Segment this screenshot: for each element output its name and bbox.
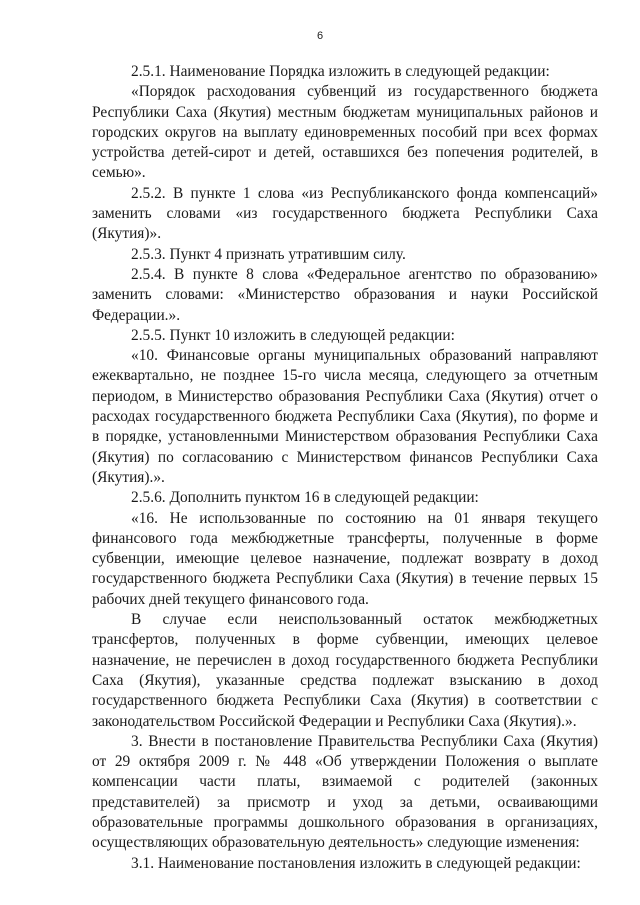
paragraph-point-16: «16. Не использованные по состоянию на 01 января текущего финансового года межбюджетные трансферты, полученные в форме субвенции, имеющие целевое назначение, подлежат возврату в доход государственного бюджета Республики Саха (Якутия) в течение первых 15 рабочих дней текущего финансового года. xyxy=(92,509,598,608)
paragraph-point-10: «10. Финансовые органы муниципальных образований направляют ежеквартально, не позднее 15-го числа месяца, следующего за отчетным периодом, в Министерство образования Республики Саха (Якутия) отчет о расходах государственного бюджета Республики Саха (Якутия), по форме и в порядке, установленными Министерством образования Республики Саха (Якутия) по согласованию с Министерством финансов Республики Саха (Якутия).». xyxy=(92,347,598,486)
paragraph-2-5-4: 2.5.4. В пункте 8 слова «Федеральное агентство по образованию» заменить словами: «Министерство образования и науки Российской Федерации.». xyxy=(92,265,598,324)
paragraph-order-title: «Порядок расходования субвенций из государственного бюджета Республики Саха (Якутия) местным бюджетам муниципальных районов и городских округов на выплату единовременных пособий при всех формах устройства детей-сирот и детей, оставшихся без попечения родителей, в семью». xyxy=(92,83,598,182)
paragraph-3: 3. Внести в постановление Правительства Республики Саха (Якутия) от 29 октября 2009 г. № 448 «Об утверждении Положения о выплате компенсации части платы, взимаемой с родителей (законных представителей) за присмотр и уход за детьми, осваивающими образовательные программы дошкольного образования в организациях, осуществляющих образовательную деятельность» следующие изменения: xyxy=(92,732,598,852)
paragraph-2-5-2: 2.5.2. В пункте 1 слова «из Республиканского фонда компенсаций» заменить словами «из государственного бюджета Республики Саха (Якутия)». xyxy=(92,184,598,243)
paragraph-unused-balance: В случае если неиспользованный остаток межбюджетных трансфертов, полученных в форме субвенции, имеющих целевое назначение, не перечислен в доход государственного бюджета Республики Саха (Якутия), указанные средства подлежат взысканию в доход государственного бюджета Республики Саха (Якутия) в соответствии с законодательством Российской Федерации и Республики Саха (Якутия).». xyxy=(92,611,598,730)
paragraph-2-5-5: 2.5.5. Пункт 10 изложить в следующей редакции: xyxy=(131,326,455,344)
paragraph-2-5-3: 2.5.3. Пункт 4 признать утратившим силу. xyxy=(131,245,406,263)
paragraph-3-1: 3.1. Наименование постановления изложить в следующей редакции: xyxy=(131,854,581,872)
paragraph-2-5-6: 2.5.6. Дополнить пунктом 16 в следующей редакции: xyxy=(131,489,479,507)
document-body xyxy=(92,62,598,874)
page-number: 6 xyxy=(316,30,324,42)
paragraph-2-5-1: 2.5.1. Наименование Порядка изложить в следующей редакции: xyxy=(131,63,550,80)
